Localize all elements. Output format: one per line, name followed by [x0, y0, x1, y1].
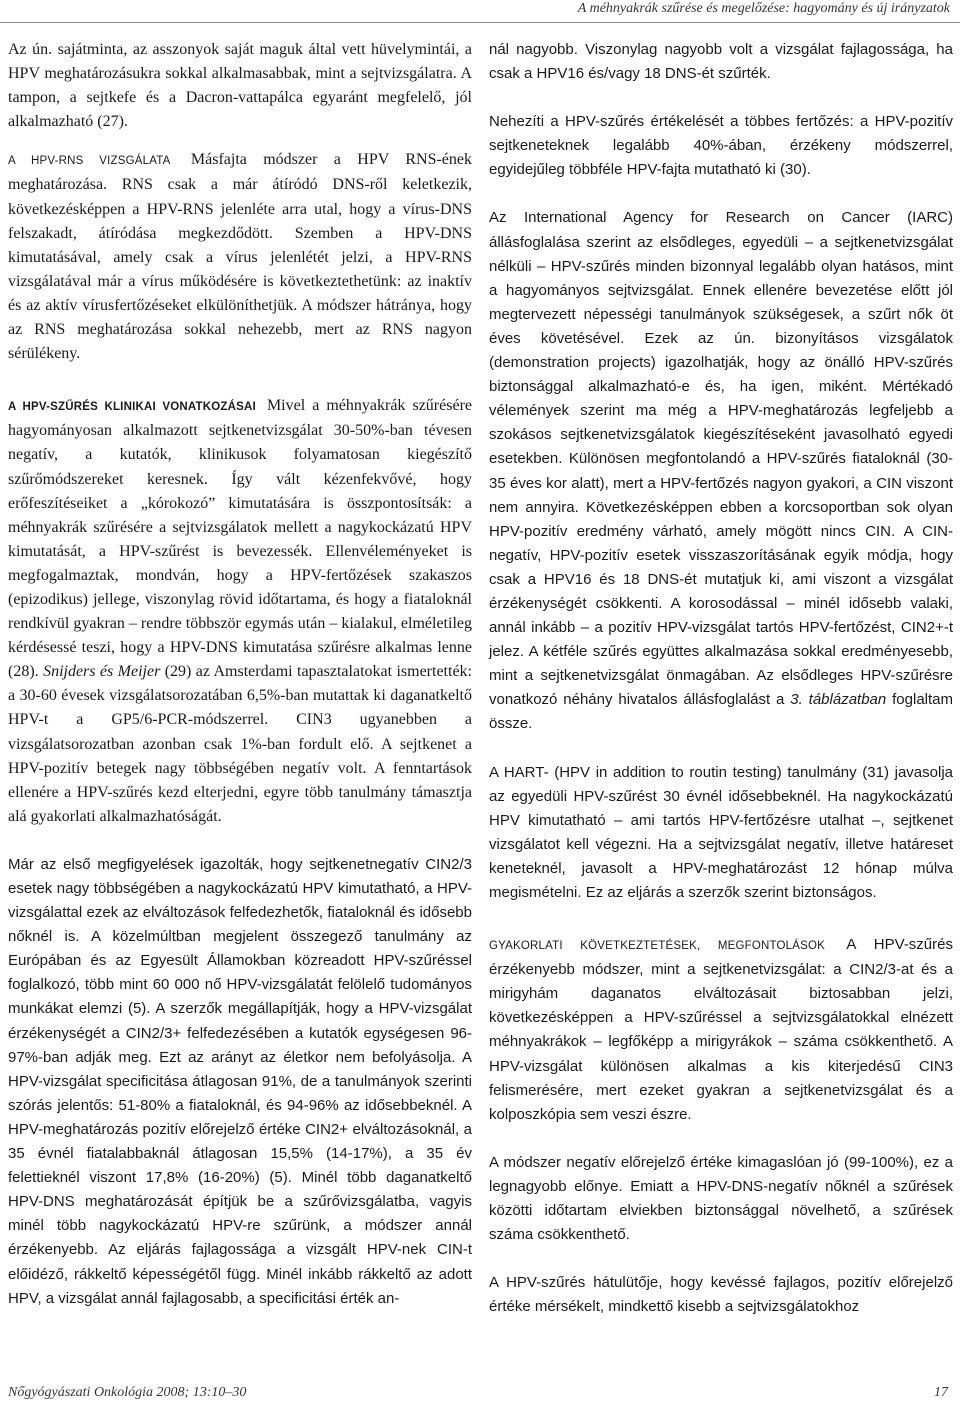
paragraph [489, 206, 953, 736]
journal-citation: Nőgyógyászati Onkológia 2008; 13:10–30 [8, 1385, 247, 1400]
paragraph-text: Mivel a méhnyakrák szűrésére hagyományosan alkalmazott sejtkenetvizsgálat 30-50%-ban tévesen negatív, a kutatók, klinikusok folyamatosan kiegészítő szűrőmódszereket keresnek. Így vált kézenfekvővé, hogy erőfeszítéseiket a „kórokozó” kimutatására is összpontosítsák: a méhnyakrák szűrésére a sejtvizsgálatok mellett a nagykockázatú HPV kimutatását, a HPV-szűrést is bevezessék. Ellenvéleményeket is megfogalmaztak, mondván, hogy a HPV-fertőzések szakaszos (epizodikus) jellege, viszonylag rövid időtartama, és hogy a fiataloknál rendkívül gyakran – rendre többször egymás után – kialakul, elméletileg kérdésessé teszi, hogy a HPV-DNS kimutatása szűrésre alkalmas lenne (28). [8, 397, 472, 681]
paragraph-text: foglaltam össze. [489, 691, 954, 733]
left-column [8, 38, 472, 1311]
paragraph: nál nagyobb. Viszonylag nagyobb volt a vizsgálat fajlagossága, ha csak a HPV16 és/vagy 18 DNS-ét szűrték. [489, 41, 953, 83]
header-rule [0, 22, 960, 23]
paragraph: Már az első megfigyelések igazolták, hogy sejtkenetnegatív CIN2/3 esetek nagy többségében a nagykockázatú HPV kimutatható, a HPV-vizsgálattal ezek az elváltozások felfedezhetők, fiataloknál és idősebb nőknél is. A közelmúltban megjelent összegező tanulmány az Európában és az Egyesült Államokban közreadott HPV-szűréssel foglalkozó, több mint 60 000 nő HPV-vizsgálatát felölelő tudományos munkákat elemzi (5). A szerzők megállapítják, hogy a HPV-vizsgálat érzékenységét a CIN2/3+ felfedezésében a kutatók egységesen 96-97%-ban adják meg. Ezt az arányt az életkor nem befolyásolja. A HPV-vizsgálat specificitása átlagosan 91%, de a tanulmányok szerinti szórás jelentős: 51-80% a fiataloknál, és 94-96% az idősebbeknél. A HPV-meghatározás pozitív előrejelző értéke CIN2+ elváltozásoknál, a 35 évnél fiatalabbaknál átlagosan 15,5% (14-17%), a 35 év felettieknél viszont 17,8% (16-20%) (5). Minél több daganatkeltő HPV-DNS meghatározását építjük be a szűrővizsgálatba, vagyis minél több nagykockázatú HPV-re szűrünk, a módszer annál érzékenyebb. Az eljárás fajlagossága a vizsgált HPV-nek CIN-t előidéző, rákkeltő képességétől függ. Minél inkább rákkeltő az adott HPV, a vizsgálat annál fajlagosabb, a specificitási érték an- [8, 855, 472, 1307]
paragraph-text: Másfajta módszer a HPV RNS-ének meghatározása. RNS csak a már átíródó DNS-ről keletkezik, következésképpen a HPV-RNS jelenléte arra utal, hogy a vírus-DNS felszakadt, átíródása megkezdődött. Szemben a HPV-DNS kimutatásával, amely csak a vírus jelenlétét jelzi, a HPV-RNS vizsgálatával már a vírus működésére is következtethetünk: az inaktív és az aktív vírusfertőzéseket elkülöníthetjük. A módszer hátránya, hogy az RNS meghatározása sokkal nehezebb, mert az RNS nagyon sérülékeny. [8, 151, 473, 363]
paragraph: Az ún. sajátminta, az asszonyok saját maguk által vett hüvelymintái, a HPV meghatározásukra sokkal alkalmasabbak, mint a sejtvizsgálatra. A tampon, a sejtkefe és a Dacron-vattapálca egyaránt megfelelő, jól alkalmazható (27). [8, 41, 472, 131]
paragraph-text: (29) az Amsterdami tapasztalatokat ismertették: a 30-60 évesek vizsgálatsorozatában 6,5%-ban mutattak ki daganatkeltő HPV-t a GP5/6-PCR-módszerrel. CIN3 ugyanebben a vizsgálatsorozatban azonban csak 1%-ban fordult elő. A sejtkenet a HPV-pozitív betegek nagy többségében negatív volt. A fenntartások ellenére a HPV-szűrés kezd elterjedni, egyre több tanulmány támasztja alá gyakorlati alkalmazhatóságát. [8, 663, 472, 825]
section-heading: A HPV-RNS VIZSGÁLATA [8, 155, 171, 168]
paragraph [489, 933, 953, 1127]
paragraph: A HART- (HPV in addition to routin testing) tanulmány (31) javasolja az egyedüli HPV-szűrést 30 évnél idősebbeknél. Ha nagykockázatú HPV kimutatható – ami tartós HPV-fertőzésre utalhat –, sejtkenet vizsgálatot kell végezni. Ha a sejtvizsgálat negatív, illetve határeset keneteknél, javasolt a HPV-meghatározást 12 hónap múlva megismételni. Ez az eljárás a szerzők szerint biztonságos. [489, 763, 953, 901]
paragraph [8, 394, 472, 829]
paragraph [8, 148, 472, 366]
paragraph: A HPV-szűrés hátulütője, hogy kevéssé fajlagos, pozitív előrejelző értéke mérsékelt, mindkettő kisebb a sejtvizsgálatokhoz [489, 1274, 953, 1316]
section-heading: A HPV-SZŰRÉS KLINIKAI VONATKOZÁSAI [8, 401, 256, 414]
running-header: A méhnyakrák szűrése és megelőzése: hagyomány és új irányzatok [577, 1, 950, 16]
right-column [489, 38, 953, 1319]
section-heading: GYAKORLATI KÖVETKEZTETÉSEK, MEGFONTOLÁSOK [489, 940, 826, 953]
page-number: 17 [934, 1385, 948, 1400]
paragraph-text: A HPV-szűrés érzékenyebb módszer, mint a sejtkenetvizsgálat: a CIN2/3-at és a mirigyhám daganatos elváltozásait biztosabban jelzi, következésképpen a HPV-szűréssel a sejtvizsgálatokkal elnézett méhnyakrákok – legfőképp a mirigyrákok – száma csökkenthető. A HPV-vizsgálat különösen alkalmas a kis kiterjedésű CIN3 felismerésére, mert ezeket gyakran a sejtkenetvizsgálat és a kolposzkópia sem veszi észre. [489, 936, 953, 1123]
paragraph-text: Az International Agency for Research on Cancer (IARC) állásfoglalása szerint az elsődleges, egyedüli – a sejtkenetvizsgálat nélküli – HPV-szűrés minden bizonnyal legalább olyan hatásos, mint a hagyományos sejtvizsgálat. Ennek ellenére bevezetése előtt jól megtervezett népességi tanulmányok szükségesek, a szűrt nők öt éves követésével. Ezek az ún. bizonyításos vizsgálatok (demonstration projects) igazolhatják, hogy az önálló HPV-szűrés biztonsággal alkalmazható-e és, ha igen, miként. Mértékadó vélemények szerint ma még a HPV-meghatározás legfeljebb a szokásos sejtkenetvizsgálatok kiegészítéseként javasolható egyedi esetekben. Különösen megfontolandó a HPV-szűrés fiataloknál (30-35 éves kor alatt), mert a HPV-fertőzés nagyon gyakori, a CIN viszont nem annyira. Következésképpen ebben a korcsoportban sok olyan HPV-pozitív eredmény várható, amely mögött nincs CIN. A CIN-negatív, HPV-pozitív esetek visszaszorításának egyik módja, hogy csak a HPV16 és 18 DNS-ét mutatjuk ki, ami viszont a vizsgálat érzékenységét csökkenti. A korosodással – minél idősebb valaki, annál inkább – a pozitív HPV-vizsgálat tartós HPV-fertőzést, CIN2+-t jelez. A kétféle szűrés együttes alkalmazása sokkal eredményesebb, mint a sejtkenetvizsgálat önmagában. Az elsődleges HPV-szűrésre vonatkozó néhány hivatalos állásfoglalást a [489, 209, 953, 709]
paragraph: A módszer negatív előrejelző értéke kimagaslóan jó (99-100%), ez a legnagyobb előnye. Emiatt a HPV-DNS-negatív nőknél a szűrések közötti időtartam elviekben biztonsággal növelhető, a szűrések száma csökkenthető. [489, 1153, 953, 1244]
paragraph: Nehezíti a HPV-szűrés értékelését a többes fertőzés: a HPV-pozitív sejtkeneteknek legalább 40%-ában, érzékeny módszerrel, egyidejűleg többféle HPV-fajta mutatható ki (30). [489, 113, 953, 179]
author-names: Snijders és Meijer [43, 663, 161, 681]
table-reference: 3. táblázatban [790, 691, 887, 709]
